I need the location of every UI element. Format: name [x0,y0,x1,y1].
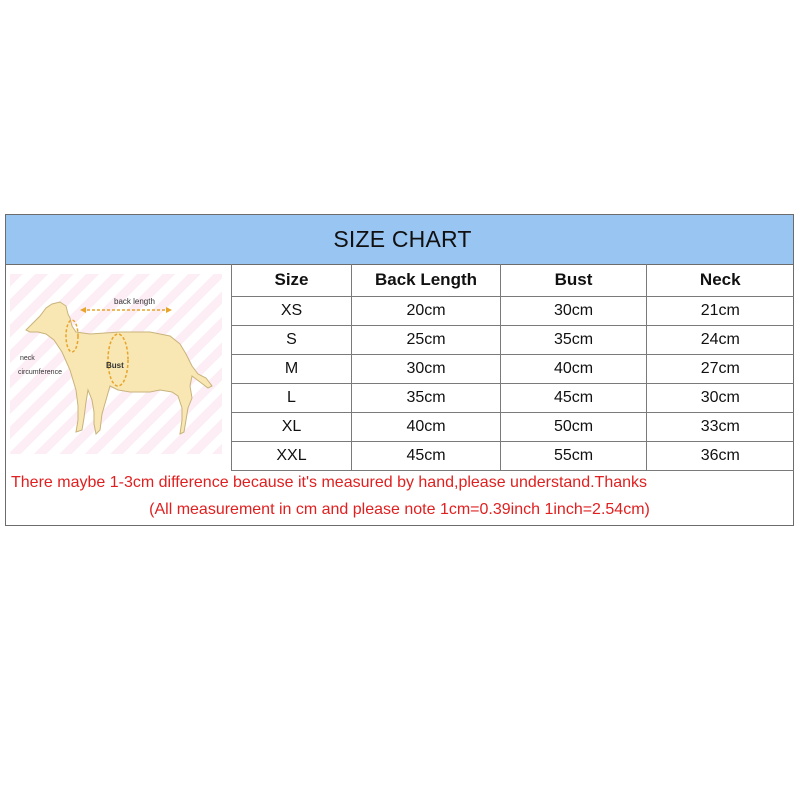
cell-size: XXL [232,442,352,471]
back-length-label: back length [114,297,155,306]
cell-neck: 30cm [647,384,794,413]
cell-back-length: 30cm [352,355,501,384]
back-length-arrowhead-left [80,307,86,313]
header-size: Size [232,264,352,297]
cell-neck: 24cm [647,326,794,355]
cell-size: L [232,384,352,413]
cell-bust: 55cm [501,442,647,471]
dog-measurement-diagram [10,274,222,454]
cell-neck: 27cm [647,355,794,384]
cell-bust: 30cm [501,297,647,326]
page-title: SIZE CHART [333,226,472,252]
cell-size: M [232,355,352,384]
cell-neck: 21cm [647,297,794,326]
cell-size: XL [232,413,352,442]
cell-size: XS [232,297,352,326]
title-bar [6,215,793,265]
cell-back-length: 40cm [352,413,501,442]
circumference-label: circumference [18,369,62,376]
neck-label: neck [20,355,35,362]
dog-illustration [10,274,222,454]
header-bust: Bust [501,264,647,297]
cell-neck: 36cm [647,442,794,471]
table-header-row [232,264,794,297]
cell-bust: 35cm [501,326,647,355]
table-row [232,297,794,326]
table-row [232,384,794,413]
cell-bust: 40cm [501,355,647,384]
cell-neck: 33cm [647,413,794,442]
header-back-length: Back Length [352,264,501,297]
cell-back-length: 25cm [352,326,501,355]
size-table [231,264,794,471]
header-neck: Neck [647,264,794,297]
size-chart [5,214,794,526]
bust-label: Bust [106,361,124,370]
cell-bust: 50cm [501,413,647,442]
conversion-note: (All measurement in cm and please note 1cm=0.39inch 1inch=2.54cm) [149,501,650,518]
table-row [232,413,794,442]
table-row [232,355,794,384]
cell-bust: 45cm [501,384,647,413]
cell-back-length: 20cm [352,297,501,326]
table-row [232,326,794,355]
difference-note: There maybe 1-3cm difference because it's measured by hand,please understand.Thanks [11,474,648,491]
back-length-arrowhead-right [166,307,172,313]
cell-back-length: 35cm [352,384,501,413]
cell-back-length: 45cm [352,442,501,471]
table-row [232,442,794,471]
cell-size: S [232,326,352,355]
